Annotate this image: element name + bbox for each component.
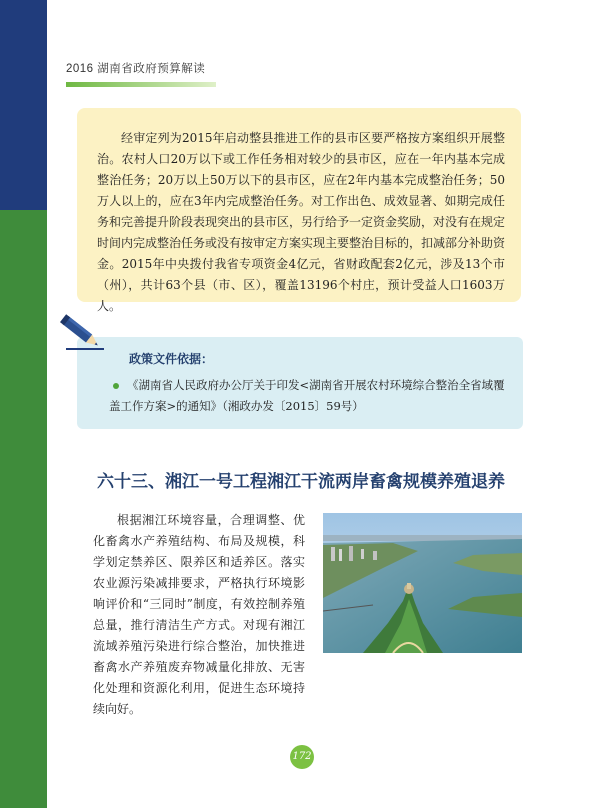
bullet-dot-icon: [113, 383, 119, 389]
policy-basis-item: [109, 375, 505, 417]
running-header: 2016 湖南省政府预算解读: [66, 63, 206, 75]
rectification-paragraph: 经审定列为2015年启动整县推进工作的县市区要严格按方案组织开展整治。农村人口20万以下或工作任务相对较少的县市区，应在一年内基本完成整治任务；20万以上50万以下的县市区，应在2年内基本完成整治任务；50万人以上的，应在3年内完成整治任务。对工作出色、成效显著、如期完成任务和完善提升阶段表现突出的县市区，另行给予一定资金奖励，对没有在规定时间内完成整治任务或没有按审定方案实现主要整治目标的，扣减部分补助资金。2015年中央拨付我省专项资金4亿元，省财政配套2亿元，涉及13个市（州），共计63个县（市、区），覆盖13196个村庄，预计受益人口1603万人。: [97, 131, 506, 313]
side-bar-navy: [0, 0, 47, 210]
policy-basis-text: 《湖南省人民政府办公厅关于印发<湖南省开展农村环境综合整治全省域覆盖工作方案>的通知》（湘政办发〔2015〕59号）: [109, 378, 505, 413]
header-rule: [66, 82, 216, 87]
policy-basis-title: 政策文件依据：: [129, 352, 214, 366]
rectification-info-box: [77, 108, 521, 313]
page-number-badge: 172: [290, 745, 314, 769]
policy-basis-box: [77, 337, 523, 429]
section-heading: 六十三、湘江一号工程湘江干流两岸畜禽规模养殖退养: [97, 472, 505, 491]
side-bar-green: [0, 210, 47, 808]
pencil-icon: [58, 313, 106, 353]
xiangjiang-river-aerial-photo: [323, 513, 522, 653]
section-body-paragraph: 根据湘江环境容量，合理调整、优化畜禽水产养殖结构、布局及规模，科学划定禁养区、限养区和适养区。落实农业源污染减排要求，严格执行环境影响评价和“三同时”制度，有效控制养殖总量，推行清洁生产方式。对现有湘江流域养殖污染进行综合整治，加快推进畜禽水产养殖废弃物减量化排放、无害化处理和资源化利用，促进生态环境持续向好。: [93, 513, 305, 716]
